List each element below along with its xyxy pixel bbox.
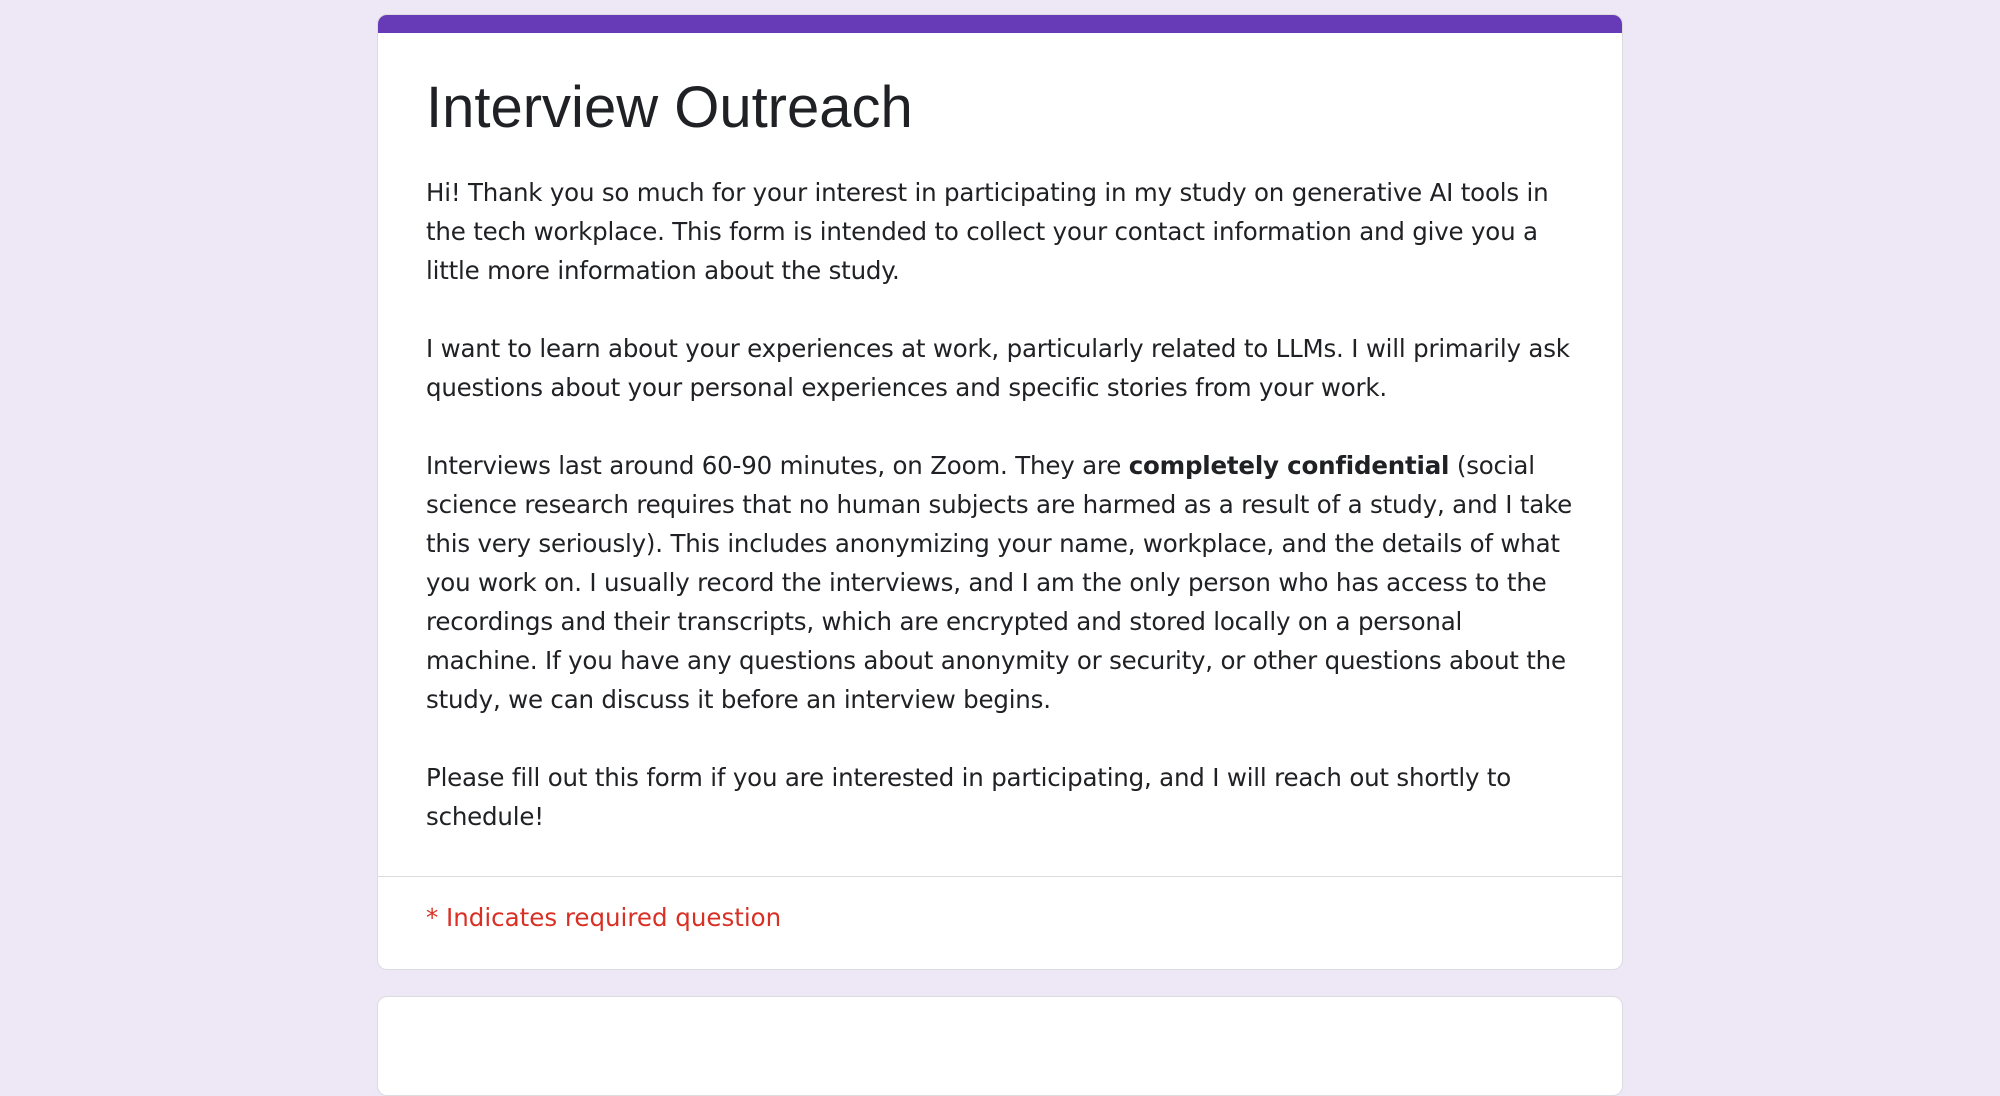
form-title: Interview Outreach [426, 75, 913, 140]
description-paragraph-intro: Hi! Thank you so much for your interest in participating in my study on generative AI tools in the tech workplace. This form is intended to collect your contact information and give you a little more information about the study. [426, 177, 1549, 285]
description-paragraph-confidentiality [426, 446, 1574, 719]
description-paragraph-call-to-action: Please fill out this form if you are interested in participating, and I will reach out shortly to schedule! [426, 762, 1512, 831]
question-card [377, 996, 1623, 1096]
form-header-body [378, 33, 1622, 876]
confidentiality-text-after: (social science research requires that no human subjects are harmed as a result of a study, and I take this very seriously). This includes anonymizing your name, workplace, and the details of what you work on. I usually record the interviews, and I am the only person who has access to the recordings and their transcripts, which are encrypted and stored locally on a personal machine. If you have any questions about anonymity or security, or other questions about the study, we can discuss it before an interview begins. [426, 450, 1573, 714]
description-paragraph-experiences: I want to learn about your experiences at work, particularly related to LLMs. I will primarily ask questions about your personal experiences and specific stories from your work. [426, 333, 1570, 402]
required-question-note: * Indicates required question [426, 903, 782, 932]
form-accent-bar [378, 15, 1622, 33]
form-header-card [377, 14, 1623, 970]
confidentiality-bold-text: completely confidential [1128, 450, 1450, 480]
confidentiality-text-before: Interviews last around 60-90 minutes, on Zoom. They are [426, 450, 1129, 480]
form-description [426, 173, 1574, 836]
